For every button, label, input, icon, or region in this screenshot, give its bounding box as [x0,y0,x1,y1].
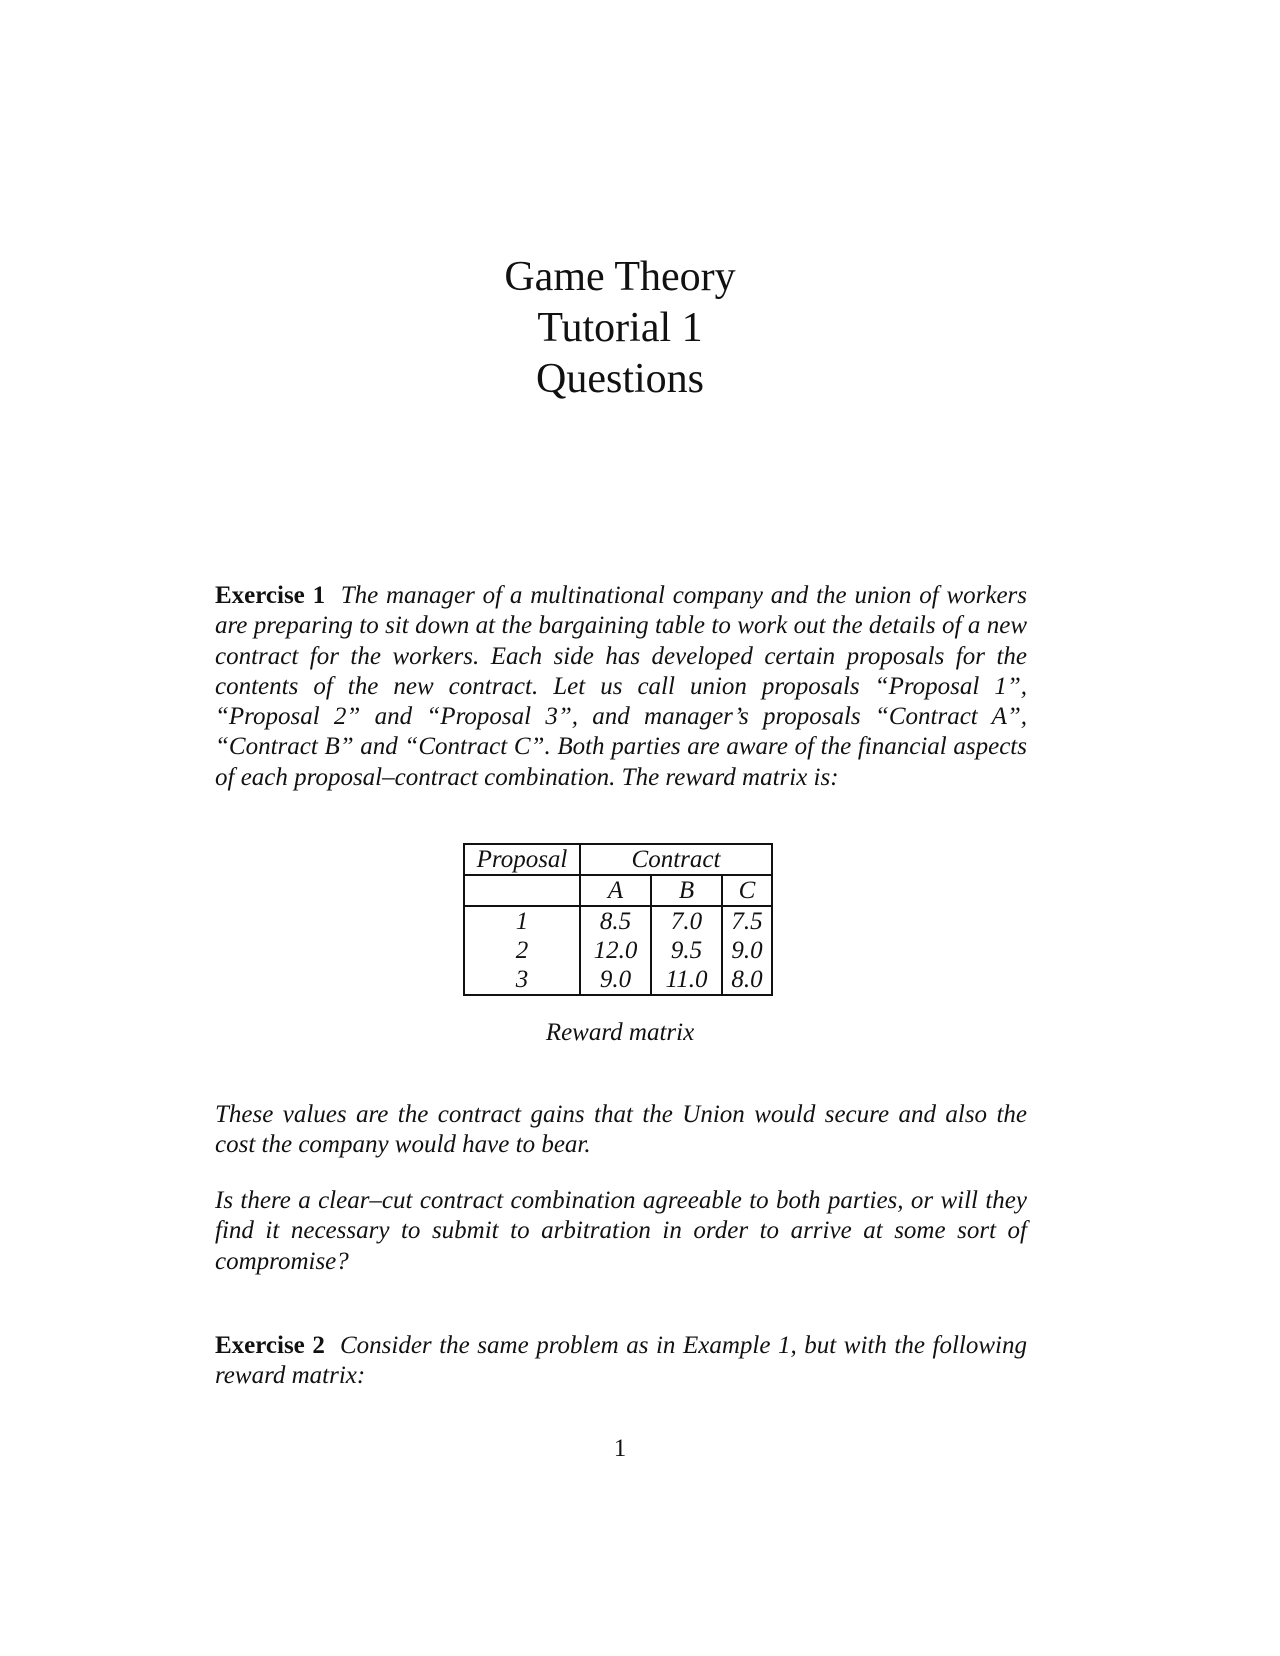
table-row [464,965,772,995]
column-header-c: C [722,875,772,906]
column-header-b: B [651,875,722,906]
title-line-3: Questions [536,356,704,402]
document-title [0,252,1240,405]
proposal-cell: 1 [464,906,580,936]
title-line-1: Game Theory [504,254,736,300]
column-header-a: A [580,875,651,906]
exercise-2-label: Exercise 2 [215,1332,325,1359]
value-cell: 7.0 [651,906,722,936]
value-cell: 11.0 [651,965,722,995]
table-caption: Reward matrix [545,1019,695,1046]
proposal-cell: 2 [464,936,580,965]
row-header-proposal: Proposal [464,844,580,875]
value-cell: 8.0 [722,965,772,995]
value-cell: 7.5 [722,906,772,936]
proposal-cell: 3 [464,965,580,995]
title-line-2: Tutorial 1 [537,305,703,351]
page-number: 1 [613,1435,627,1462]
reward-matrix [463,843,773,996]
paragraph-question: Is there a clear–cut contract combination agreeable to both parties, or will they find it necessary to submit to arbitration in order to arrive at some sort of compromise? [215,1187,1027,1275]
value-cell: 9.0 [722,936,772,965]
exercise-1 [215,581,1027,793]
value-cell: 9.0 [580,965,651,995]
reward-matrix-table [463,843,773,996]
exercise-2-text: Consider the same problem as in Example 1, but with the following reward matrix: [215,1332,1027,1390]
exercise-2 [215,1331,1027,1392]
value-cell: 9.5 [651,936,722,965]
column-group-header-contract: Contract [580,844,772,875]
table-row [464,906,772,936]
exercise-1-text: The manager of a multinational company and the union of workers are preparing to sit down at the bargaining table to work out the details of a new contract for the workers. Each side has developed certain proposals for the contents of the new contract. Let us call union proposals “Proposal 1”, “Proposal 2” and “Proposal 3”, and manager’s proposals “Contract A”, “Contract B” and “Contract C”. Both parties are aware of the financial aspects of each proposal–contract combination. The reward matrix is: [215,582,1027,791]
value-cell: 12.0 [580,936,651,965]
table-row [464,936,772,965]
exercise-1-label: Exercise 1 [215,582,326,609]
empty-header-cell [464,875,580,906]
paragraph-values-explanation: These values are the contract gains that the Union would secure and also the cost the company would have to bear. [215,1101,1027,1159]
value-cell: 8.5 [580,906,651,936]
